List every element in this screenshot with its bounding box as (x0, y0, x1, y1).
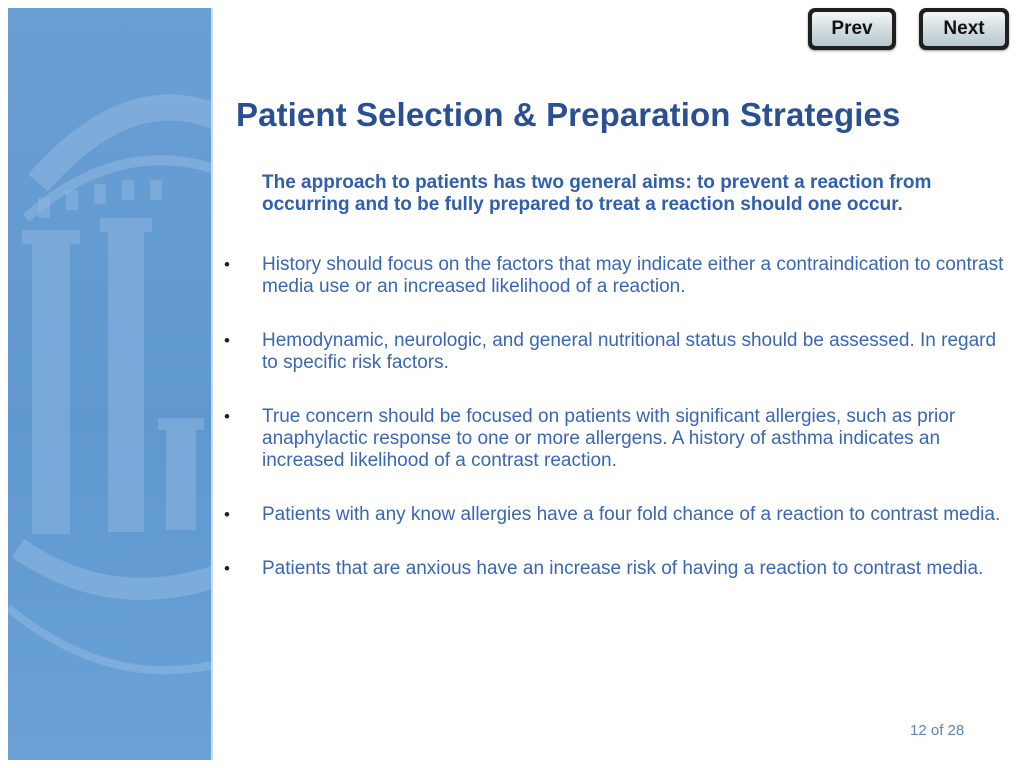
intro-paragraph: The approach to patients has two general aims: to prevent a reaction from occurring and to be fully prepared to treat a reaction should one occur. (262, 172, 932, 215)
bullet-item (222, 558, 1017, 580)
sidebar-edge (211, 8, 213, 760)
bullet-text: History should focus on the factors that may indicate either a contraindication to contrast media use or an increased likelihood of a reaction. (262, 254, 1004, 297)
bullet-icon: • (224, 559, 230, 578)
slide-content (222, 172, 1017, 580)
building-watermark-icon (8, 8, 211, 760)
bullet-text: Hemodynamic, neurologic, and general nutritional status should be assessed. In regard to specific risk factors. (262, 330, 997, 373)
prev-button[interactable] (808, 8, 896, 50)
bullet-list (222, 254, 1017, 580)
bullet-item (222, 330, 1017, 374)
bullet-icon: • (224, 255, 230, 274)
slide-title: Patient Selection & Preparation Strategies (236, 96, 901, 133)
bullet-icon: • (224, 505, 230, 524)
bullet-icon: • (224, 331, 230, 350)
bullet-icon: • (224, 407, 230, 426)
bullet-text: True concern should be focused on patients with significant allergies, such as prior anaphylactic response to one or more allergens. A history of asthma indicates an increased likelihood of a contrast reaction. (262, 406, 956, 471)
bullet-item (222, 254, 1017, 298)
next-button[interactable] (919, 8, 1009, 50)
bullet-item (222, 504, 1017, 526)
bullet-text: Patients that are anxious have an increase risk of having a reaction to contrast media. (262, 558, 984, 579)
page-indicator: 12 of 28 (910, 722, 965, 739)
next-button-label[interactable]: Next (923, 12, 1005, 46)
bullet-item (222, 406, 1017, 472)
prev-button-label[interactable]: Prev (812, 12, 892, 46)
decorative-sidebar (8, 8, 211, 760)
bullet-text: Patients with any know allergies have a four fold chance of a reaction to contrast media. (262, 504, 1001, 525)
